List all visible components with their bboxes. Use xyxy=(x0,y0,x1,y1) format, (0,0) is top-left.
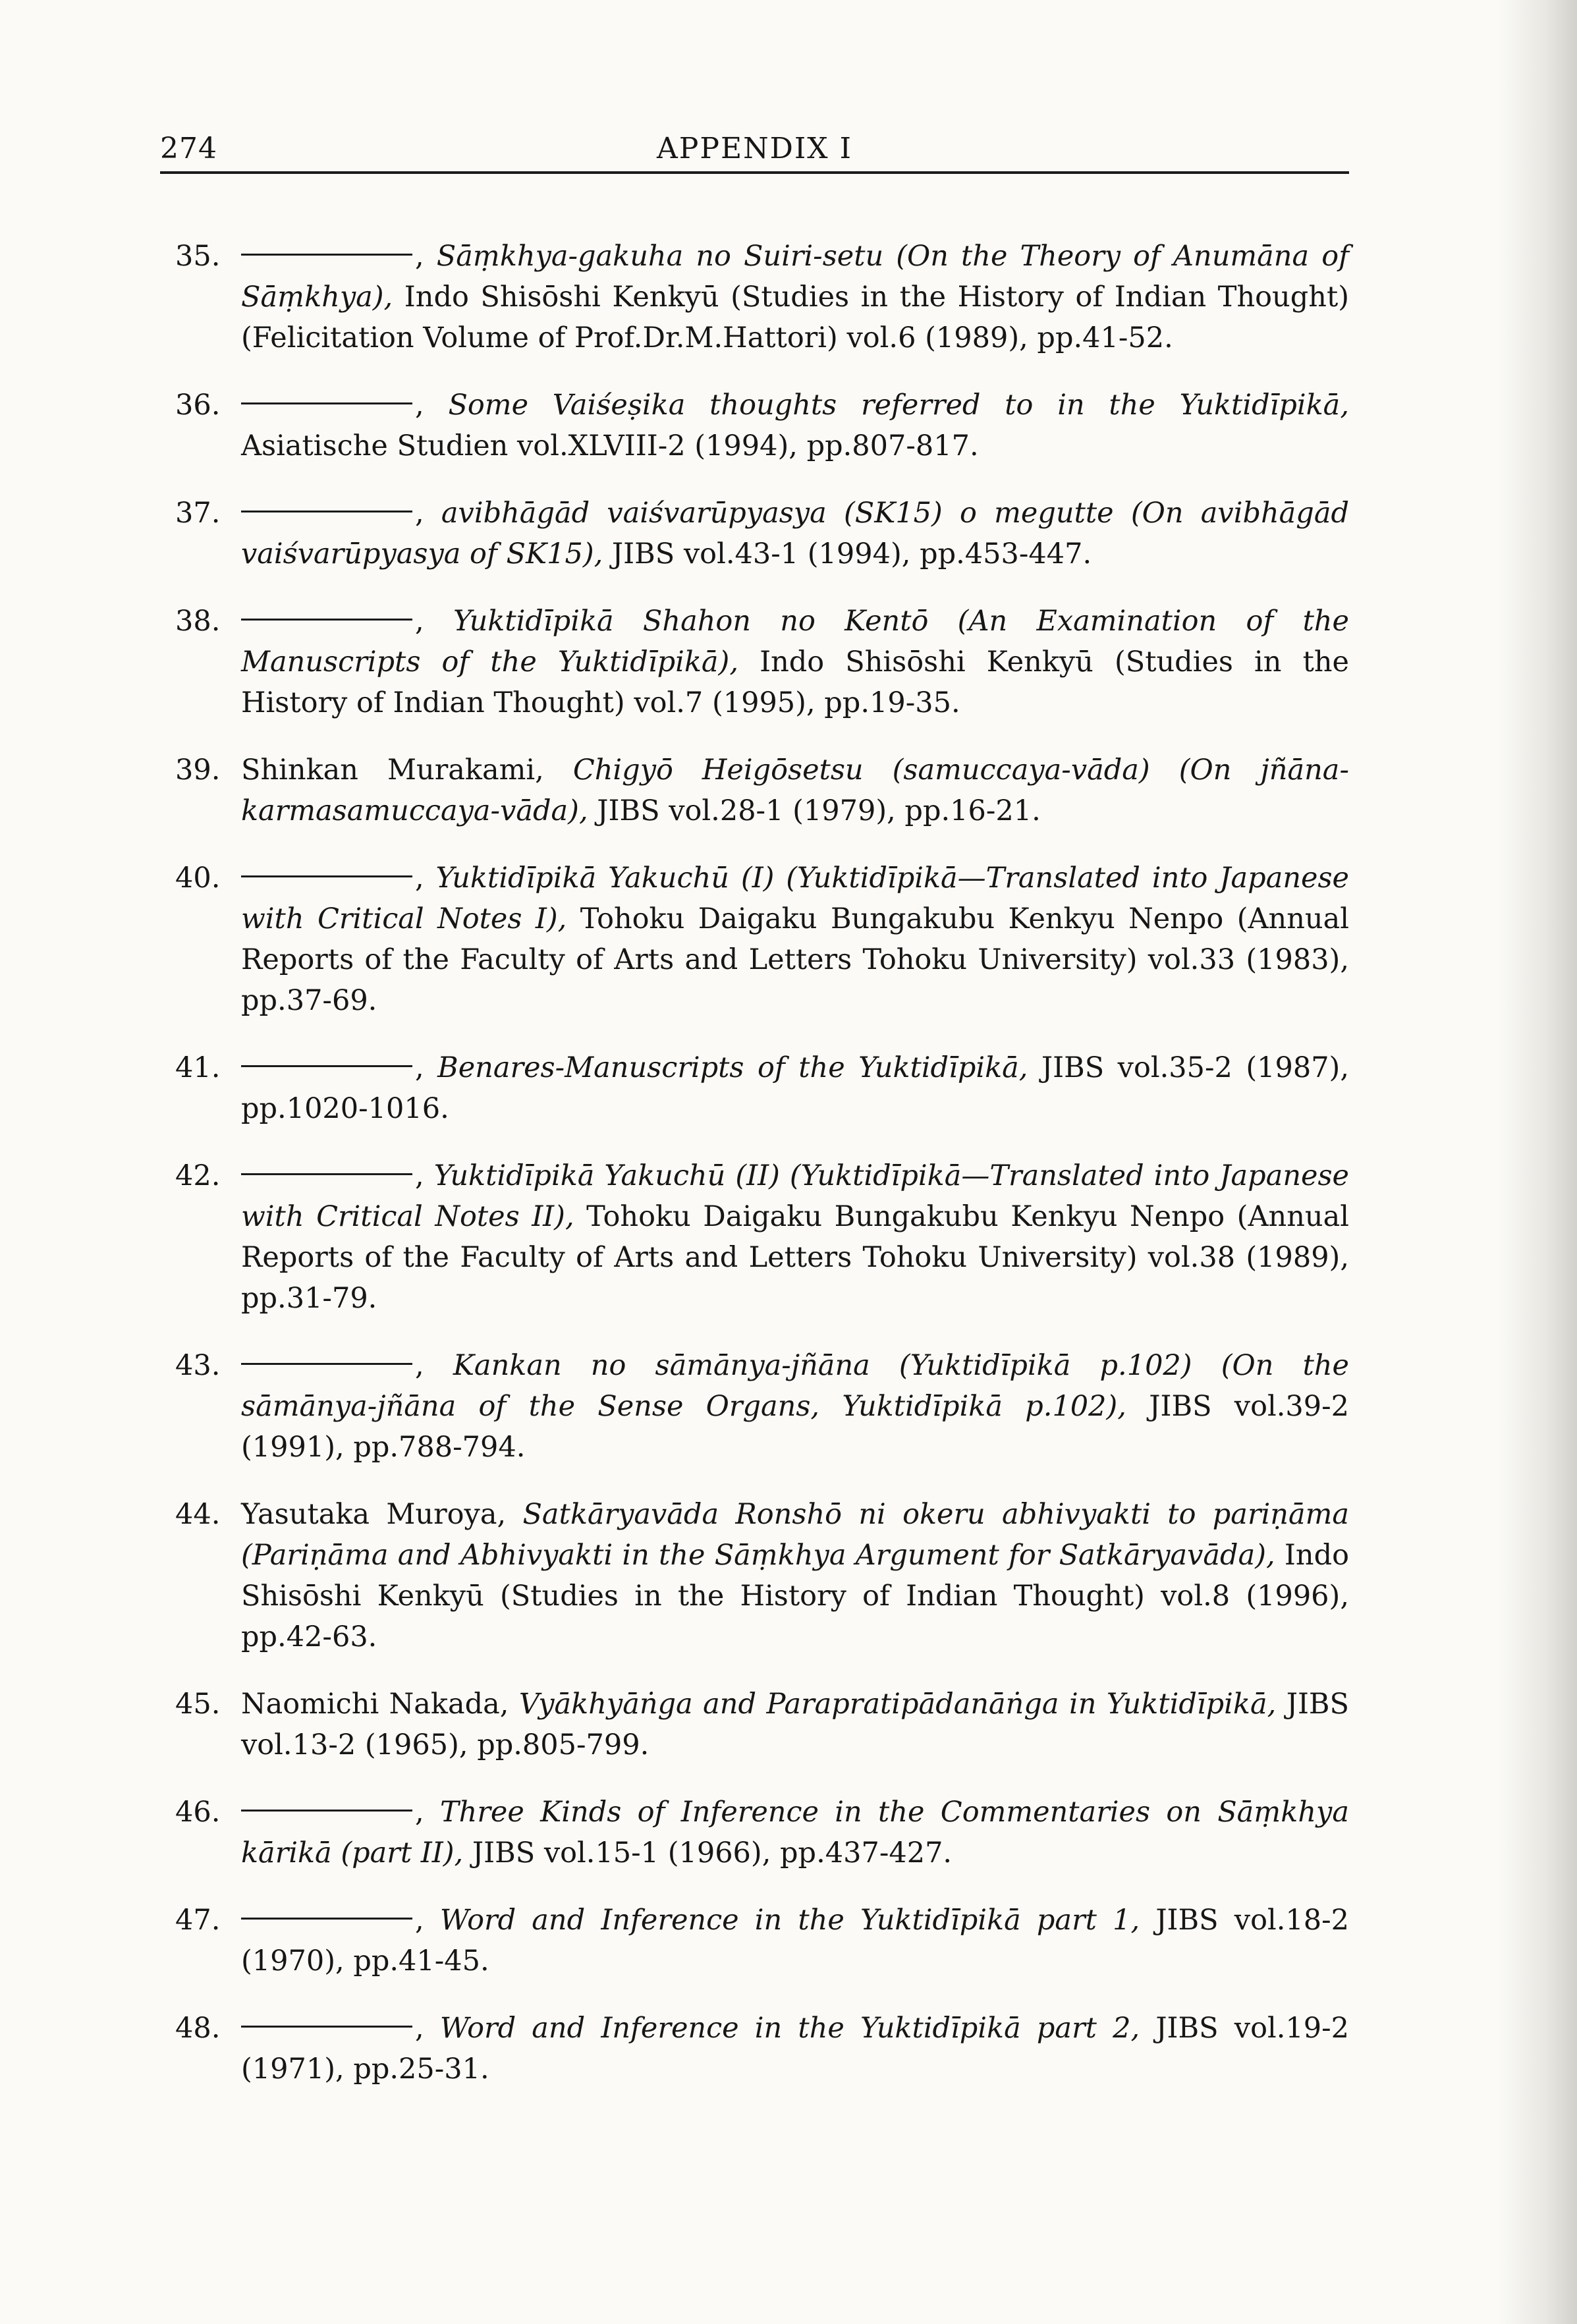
bibliography-entry-45 xyxy=(175,1684,1349,1765)
bibliography-entry-46: 46. , Three Kinds of Inference in the Commentaries on Sāṃkhya kārikā (part II), JIBS vol.15-1 (1966), pp.437-427. xyxy=(175,1792,1349,1873)
entry-title: Word and Inference in the Yuktidīpikā part 1, xyxy=(439,1904,1140,1937)
entry-title: Word and Inference in the Yuktidīpikā part 2, xyxy=(439,2012,1140,2045)
entry-publication: JIBS vol.18-2 (1970), pp.41-45. xyxy=(241,1904,1349,1978)
bibliography-entry-38: 38. , Yuktidīpikā Shahon no Kentō (An Examination of the Manuscripts of the Yuktidīpikā), Indo Shisōshi Kenkyū (Studies in the History of Indian Thought) vol.7 (1995), pp.19-35. xyxy=(175,601,1349,723)
ditto-dash xyxy=(241,619,412,621)
entry-publication: Asiatische Studien vol.XLVIII-2 (1994), pp.807-817. xyxy=(241,429,979,462)
entry-number: 48. xyxy=(175,2012,221,2045)
entry-number: 41. xyxy=(175,1051,221,1084)
bibliography-entry-43: 43. , Kankan no sāmānya-jñāna (Yuktidīpikā p.102) (On the sāmānya-jñāna of the Sense Organs, Yuktidīpikā p.102), JIBS vol.39-2 (1991), pp.788-794. xyxy=(175,1345,1349,1468)
ditto-dash xyxy=(241,402,412,404)
entry-number: 40. xyxy=(175,862,221,895)
bibliography-entry-37: 37. , avibhāgād vaiśvarūpyasya (SK15) o megutte (On avibhāgād vaiśvarūpyasya of SK15), JIBS vol.43-1 (1994), pp.453-447. xyxy=(175,493,1349,574)
entry-title: Kankan no sāmānya-jñāna (Yuktidīpikā p.102) (On the sāmānya-jñāna of the Sense Organs, Yuktidīpikā p.102), xyxy=(241,1349,1349,1423)
bibliography-entry-40: 40. , Yuktidīpikā Yakuchū (I) (Yuktidīpikā—Translated into Japanese with Critical Notes I), Tohoku Daigaku Bungakubu Kenkyu Nenpo (Annual Reports of the Faculty of Arts and Letters Tohoku University) vol.33 (1983), pp.37-69. xyxy=(175,858,1349,1021)
bibliography-list xyxy=(175,236,1349,2116)
entry-number: 36. xyxy=(175,389,221,422)
entry-number: 35. xyxy=(175,240,221,273)
entry-author: Shinkan Murakami, xyxy=(241,754,544,787)
entry-publication: Tohoku Daigaku Bungakubu Kenkyu Nenpo (Annual Reports of the Faculty of Arts and Letters Tohoku University) vol.33 (1983), pp.37-69. xyxy=(241,902,1349,1017)
bibliography-entry-44 xyxy=(175,1494,1349,1657)
entry-publication: Tohoku Daigaku Bungakubu Kenkyu Nenpo (Annual Reports of the Faculty of Arts and Letters Tohoku University) vol.38 (1989), pp.31-79. xyxy=(241,1200,1349,1315)
ditto-dash xyxy=(241,1918,412,1920)
entry-title: Satkāryavāda Ronshō ni okeru abhivyakti to pariṇāma (Pariṇāma and Abhivyakti in the Sāṃkhya Argument for Satkāryavāda), xyxy=(241,1498,1349,1572)
ditto-dash xyxy=(241,254,412,256)
entry-title: avibhāgād vaiśvarūpyasya (SK15) o megutte (On avibhāgād vaiśvarūpyasya of SK15), xyxy=(241,497,1349,570)
bibliography-entry-48: 48. , Word and Inference in the Yuktidīpikā part 2, JIBS vol.19-2 (1971), pp.25-31. xyxy=(175,2008,1349,2089)
ditto-dash xyxy=(241,875,412,877)
entry-publication: Indo Shisōshi Kenkyū (Studies in the History of Indian Thought) vol.8 (1996), pp.42-63. xyxy=(241,1539,1350,1653)
entry-publication: JIBS vol.35-2 (1987), pp.1020-1016. xyxy=(241,1051,1349,1125)
page-edge-shadow xyxy=(1498,0,1577,2324)
entry-publication: JIBS vol.13-2 (1965), pp.805-799. xyxy=(241,1688,1349,1761)
entry-number: 37. xyxy=(175,497,221,530)
ditto-dash xyxy=(241,511,412,512)
ditto-dash xyxy=(241,2026,412,2028)
ditto-dash xyxy=(241,1363,412,1365)
ditto-dash xyxy=(241,1065,412,1067)
entry-title: Chigyō Heigōsetsu (samuccaya-vāda) (On jñāna-karmasamuccaya-vāda), xyxy=(241,754,1349,827)
entry-publication: Indo Shisōshi Kenkyū (Studies in the History of Indian Thought) (Felicitation Volume of Prof.Dr.M.Hattori) vol.6 (1989), pp.41-52. xyxy=(241,281,1349,354)
entry-publication: Indo Shisōshi Kenkyū (Studies in the History of Indian Thought) vol.7 (1995), pp.19-35. xyxy=(241,646,1349,719)
bibliography-entry-41: 41. , Benares-Manuscripts of the Yuktidīpikā, JIBS vol.35-2 (1987), pp.1020-1016. xyxy=(175,1047,1349,1129)
entry-title: Yuktidīpikā Shahon no Kentō (An Examination of the Manuscripts of the Yuktidīpikā), xyxy=(241,605,1349,678)
entry-author: Yasutaka Muroya, xyxy=(241,1498,507,1531)
entry-title: Some Vaiśeṣika thoughts referred to in the Yuktidīpikā, xyxy=(448,389,1349,422)
ditto-dash xyxy=(241,1810,412,1812)
entry-title: Vyākhyāṅga and Parapratipādanāṅga in Yuktidīpikā, xyxy=(509,1688,1277,1721)
running-head: APPENDIX I xyxy=(657,132,852,165)
page-header xyxy=(160,129,1349,174)
ditto-dash xyxy=(241,1173,412,1175)
entry-title: Yuktidīpikā Yakuchū (I) (Yuktidīpikā—Translated into Japanese with Critical Notes I), xyxy=(241,862,1349,935)
entry-number: 42. xyxy=(175,1159,221,1192)
bibliography-entry-35: 35. , Sāṃkhya-gakuha no Suiri-setu (On the Theory of Anumāna of Sāṃkhya), Indo Shisōshi Kenkyū (Studies in the History of Indian Thought) (Felicitation Volume of Prof.Dr.M.Hattori) vol.6 (1989), pp.41-52. xyxy=(175,236,1349,358)
bibliography-entry-36: 36. , Some Vaiśeṣika thoughts referred to in the Yuktidīpikā, Asiatische Studien vol.XLVIII-2 (1994), pp.807-817. xyxy=(175,385,1349,466)
entry-title: Benares-Manuscripts of the Yuktidīpikā, xyxy=(437,1051,1028,1084)
page-number: 274 xyxy=(160,132,217,165)
entry-publication: JIBS vol.39-2 (1991), pp.788-794. xyxy=(241,1390,1349,1464)
entry-title: Three Kinds of Inference in the Commentaries on Sāṃkhya kārikā (part II), xyxy=(241,1796,1349,1869)
entry-number: 39. xyxy=(175,754,221,787)
entry-number: 38. xyxy=(175,605,221,638)
bibliography-entry-39 xyxy=(175,750,1349,831)
entry-publication: JIBS vol.28-1 (1979), pp.16-21. xyxy=(588,794,1041,827)
entry-publication: JIBS vol.43-1 (1994), pp.453-447. xyxy=(603,538,1092,570)
entry-publication: JIBS vol.19-2 (1971), pp.25-31. xyxy=(241,2012,1349,2086)
entry-number: 44. xyxy=(175,1498,221,1531)
entry-number: 46. xyxy=(175,1796,221,1829)
entry-title: Yuktidīpikā Yakuchū (II) (Yuktidīpikā—Translated into Japanese with Critical Notes II), xyxy=(241,1159,1349,1233)
entry-author: Naomichi Nakada, xyxy=(241,1688,509,1721)
entry-number: 47. xyxy=(175,1904,221,1937)
bibliography-entry-42: 42. , Yuktidīpikā Yakuchū (II) (Yuktidīpikā—Translated into Japanese with Critical Notes II), Tohoku Daigaku Bungakubu Kenkyu Nenpo (Annual Reports of the Faculty of Arts and Letters Tohoku University) vol.38 (1989), pp.31-79. xyxy=(175,1155,1349,1319)
entry-number: 43. xyxy=(175,1349,221,1382)
entry-publication: JIBS vol.15-1 (1966), pp.437-427. xyxy=(463,1837,953,1869)
entry-number: 45. xyxy=(175,1688,221,1721)
bibliography-entry-47: 47. , Word and Inference in the Yuktidīpikā part 1, JIBS vol.18-2 (1970), pp.41-45. xyxy=(175,1900,1349,1981)
entry-title: Sāṃkhya-gakuha no Suiri-setu (On the Theory of Anumāna of Sāṃkhya), xyxy=(241,240,1349,314)
